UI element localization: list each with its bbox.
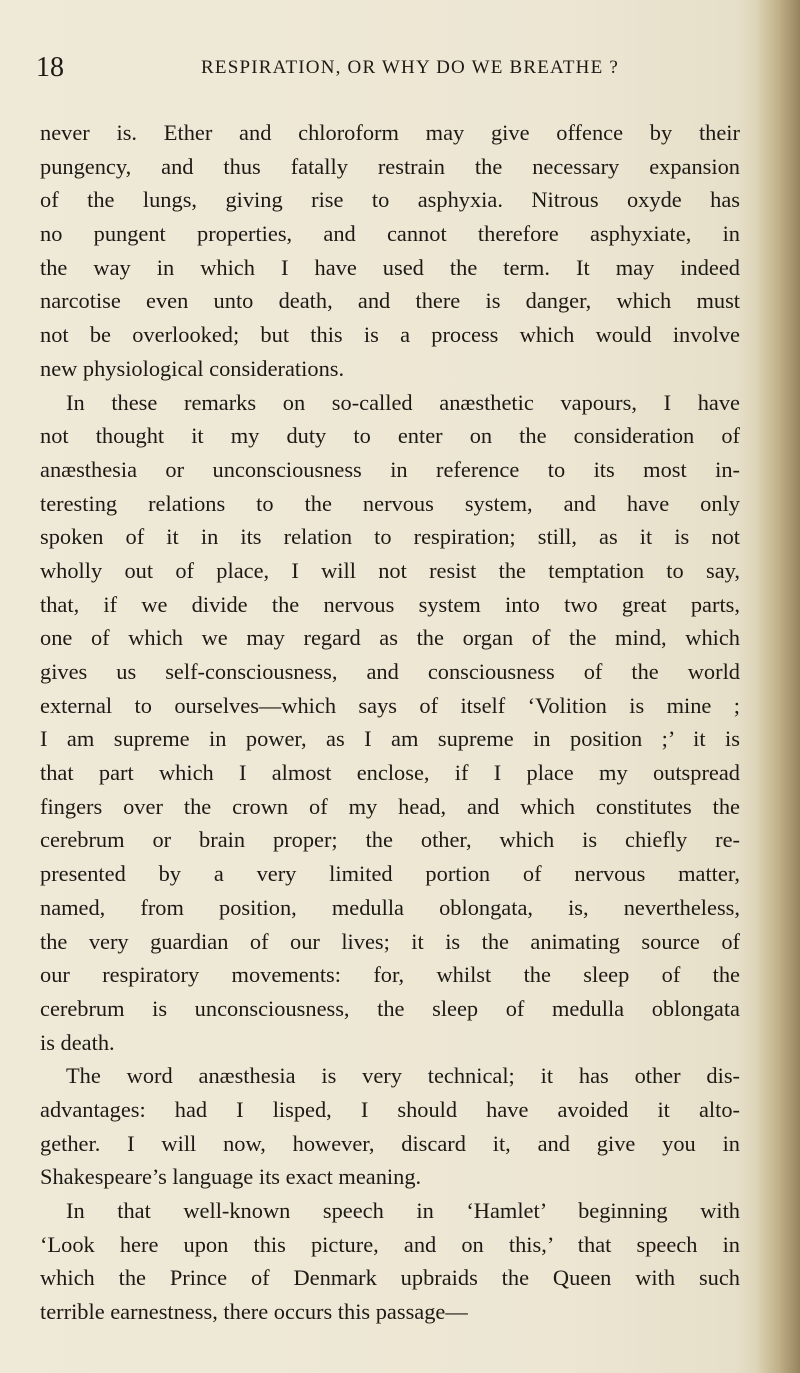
text-line: is death. — [40, 1029, 115, 1055]
text-line: no pungent properties, and cannot therefore asphyxiate, in — [40, 221, 740, 247]
text-line: ‘Look here upon this picture, and on this,’ that speech in — [40, 1231, 740, 1257]
paragraph — [40, 1059, 740, 1194]
text-line: never is. Ether and chloroform may give offence by their — [40, 120, 740, 145]
text-line: cerebrum or brain proper; the other, which is chiefly re- — [40, 827, 740, 853]
text-line: not thought it my duty to enter on the consideration of — [40, 423, 740, 449]
text-line: external to ourselves—which says of itself ‘Volition is mine ; — [40, 692, 740, 718]
paragraph — [40, 116, 740, 386]
text-line: our respiratory movements: for, whilst the sleep of the — [40, 962, 740, 988]
text-line: not be overlooked; but this is a process which would involve — [40, 322, 740, 348]
text-line: In that well-known speech in ‘Hamlet’ beginning with — [66, 1198, 740, 1223]
text-line: spoken of it in its relation to respiration; still, as it is not — [40, 524, 740, 550]
text-line: of the lungs, giving rise to asphyxia. Nitrous oxyde has — [40, 187, 740, 213]
text-line: one of which we may regard as the organ of the mind, which — [40, 625, 740, 651]
text-line: the very guardian of our lives; it is the animating source of — [40, 928, 740, 954]
text-line: I am supreme in power, as I am supreme in position ;’ it is — [40, 726, 740, 752]
body-text — [40, 116, 740, 1329]
text-line: gives us self-consciousness, and consciousness of the world — [40, 659, 740, 684]
text-line: wholly out of place, I will not resist the temptation to say, — [40, 557, 740, 583]
running-head: RESPIRATION, OR WHY DO WE BREATHE ? — [201, 57, 619, 78]
text-line: The word anæsthesia is very technical; it has other dis- — [66, 1063, 740, 1089]
text-line: terrible earnestness, there occurs this passage— — [40, 1299, 468, 1325]
text-line: that, if we divide the nervous system into two great parts, — [40, 591, 740, 617]
text-line: new physiological considerations. — [40, 355, 345, 381]
text-line: pungency, and thus fatally restrain the necessary expansion — [40, 153, 740, 179]
text-line: which the Prince of Denmark upbraids the Queen with such — [40, 1265, 740, 1291]
text-line: the way in which I have used the term. It may indeed — [40, 254, 740, 280]
text-line: In these remarks on so-called anæsthetic vapours, I have — [66, 389, 740, 415]
text-line: fingers over the crown of my head, and which constitutes the — [40, 793, 740, 819]
page-edge-shadow — [756, 0, 800, 1373]
text-line: anæsthesia or unconsciousness in reference to its most in- — [40, 456, 740, 482]
paragraph — [40, 1194, 740, 1329]
page-number: 18 — [36, 52, 64, 83]
text-line: teresting relations to the nervous system, and have only — [40, 490, 740, 516]
text-line: cerebrum is unconsciousness, the sleep of medulla oblongata — [40, 995, 740, 1021]
text-line: narcotise even unto death, and there is danger, which must — [40, 288, 740, 314]
text-line: named, from position, medulla oblongata, is, nevertheless, — [40, 894, 740, 920]
paragraph — [40, 386, 740, 1060]
page-header — [36, 48, 736, 88]
text-line: gether. I will now, however, discard it, and give you in — [40, 1130, 740, 1156]
text-line: advantages: had I lisped, I should have avoided it alto- — [40, 1096, 740, 1122]
text-line: that part which I almost enclose, if I place my outspread — [40, 760, 740, 786]
text-line: Shakespeare’s language its exact meaning. — [40, 1164, 422, 1190]
text-line: presented by a very limited portion of nervous matter, — [40, 861, 740, 887]
